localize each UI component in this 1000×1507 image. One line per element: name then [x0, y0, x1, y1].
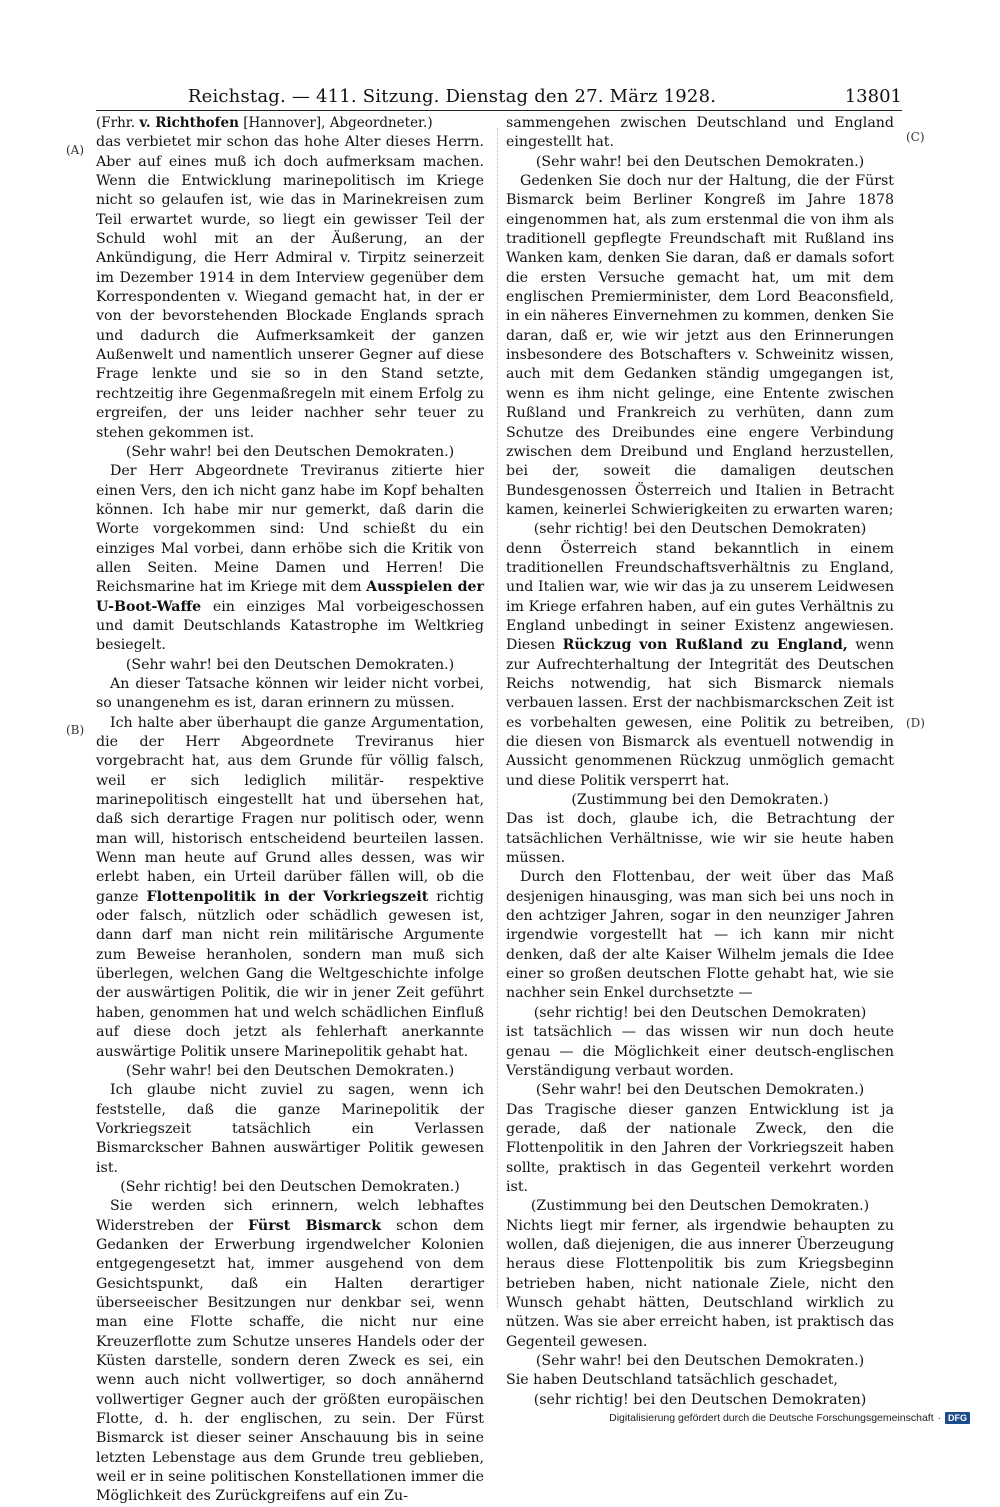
paragraph: Sie haben Deutschland tatsächlich geschadet,	[506, 1372, 838, 1389]
speaker-name: v. Richthofen	[139, 115, 239, 131]
right-column	[506, 114, 895, 1408]
paragraph: sammengehen zwischen Deutschland und England eingestellt hat.	[506, 115, 894, 151]
left-column	[96, 114, 485, 1505]
paragraph: Durch den Flottenbau, der weit über das Maß desjenigen hinausging, was man sich bei uns noch in den achtziger Jahren, sogar in den neunziger Jahren irgendwie vorgestellt hat — ich kann mir nicht denken, daß der alte Kaiser Wilhelm jemals die Idee einer so großen deutschen Flotte gehabt hat, wie sie nachher sein Enkel durchsetzte —	[506, 869, 894, 1002]
paragraph	[96, 714, 484, 1062]
interjection: (sehr richtig! bei den Deutschen Demokraten)	[533, 1391, 867, 1408]
interjection: (Zustimmung bei den Demokraten.)	[571, 792, 829, 809]
header-rule	[96, 110, 902, 111]
paragraph: Ich glaube nicht zuviel zu sagen, wenn ich feststelle, daß die ganze Marinepolitik der Vorkriegszeit tatsächlich ein Verlassen Bismarckscher Bahnen auswärtiger Politik gewesen ist.	[96, 1082, 484, 1176]
margin-marker-c: (C)	[906, 130, 925, 144]
paragraph-text: Ich halte aber überhaupt die ganze Argumentation, die der Herr Abgeordnete Treviranus hier vorgebracht hat, aus dem Grunde für völlig falsch, weil er sich lediglich militär- respektive marinepolitisch eingestellt hat und übersehen hat, daß sich derartige Fragen nur politisch oder, wenn man will, historisch entscheidend beurteilen lassen. Wenn man heute auf Grund alles dessen, was wir erlebt haben, ein Urteil darüber fällen will, ob die ganze	[96, 714, 484, 905]
page-header	[92, 86, 902, 112]
speaker-line	[96, 114, 484, 133]
footer-credit	[609, 1412, 970, 1424]
paragraph-text: ein einziges Mal vorbeigeschossen und damit Deutschlands Katastrophe im Weltkrieg besiegelt.	[96, 598, 484, 654]
page-number: 13801	[844, 86, 902, 107]
margin-marker-d: (D)	[906, 716, 925, 730]
paragraph: Das ist doch, glaube ich, die Betrachtung der tatsächlichen Verhältnisse, wie wir sie heute haben müssen.	[506, 811, 894, 867]
speaker-suffix: [Hannover], Abgeordneter.)	[243, 115, 433, 131]
interjection: (sehr richtig! bei den Deutschen Demokraten)	[533, 521, 867, 538]
emphasis-text: Rückzug von Rußland zu England,	[562, 637, 848, 654]
interjection: (Sehr wahr! bei den Deutschen Demokraten.)	[535, 1082, 865, 1099]
speaker-prefix: (Frhr.	[96, 115, 136, 131]
margin-marker-a: (A)	[66, 143, 85, 157]
paragraph-text: schon dem Gedanken der Erwerbung irgendwelcher Kolonien entgegengesetzt hat, immer ausgehend von dem Gesichtspunkt, daß ein Halten derartiger überseeischer Besitzungen nur denkbar sei, wenn man eine Flotte schaffe, die nicht nur eine Kreuzerflotte zum Schutze unseres Handels oder der Küsten darstelle, sondern deren Zweck es sei, ein wenn auch nicht vollwertiger, so doch annähernd vollwertiger Gegner auch der größten europäischen Flotte, d. h. der englischen, zu sein. Der Fürst Bismarck ist dieser seiner Anschauung bis in seine letzten Lebenstage aus dem Grunde treu geblieben, weil er in seine politischen Konstellationen immer die Möglichkeit des Zurückgreifens auf ein Zu-	[96, 1217, 484, 1505]
paragraph-text: Der Herr Abgeordnete Treviranus zitierte hier einen Vers, den ich nicht ganz habe im Kopf behalten können. Ich habe mir nur gemerkt, daß darin die Worte vorgekommen sind: Und schießt du ein einziges Mal vorbei, dann erhöbe sich die Kritik von allen Seiten. Meine Damen und Herren! Die Reichsmarine hat im Kriege mit dem	[96, 463, 484, 596]
interjection: (Sehr wahr! bei den Deutschen Demokraten.)	[125, 443, 455, 460]
paragraph: das verbietet mir schon das hohe Alter dieses Herrn. Aber auf eines muß ich doch aufmerksam machen. Wenn die Entwicklung marinepolitisch im Kriege nicht so gelaufen ist, wie das in Marinekreisen zum Teil erwartet wurde, so liegt ein gewisser Teil der Schuld wohl mit an der Äußerung, an der Ankündigung, die Herr Admiral v. Tirpitz seinerzeit im Dezember 1914 in dem Interview gegenüber dem Korrespondenten v. Wiegand gemacht hat, in der er von der bevorstehenden Blockade Englands sprach und dadurch die Aufmerksamkeit der ganzen Außenwelt und namentlich unserer Gegner auf diese Frage lenkte und sie so in den Stand setzte, rechtzeitig ihre Gegenmaßregeln mit einem Erfolg zu ergreifen, der uns leider nachher sehr teuer zu stehen gekommen ist.	[96, 134, 484, 441]
paragraph: Gedenken Sie doch nur der Haltung, die der Fürst Bismarck beim Berliner Kongreß im Jahre 1878 eingenommen hat, als zum erstenmal die von ihm als traditionell gepflegte Freundschaft mit Rußland ins Wanken kam, denken Sie daran, daß er damals sofort die ersten Versuche gemacht hat, um mit dem englischen Premierminister, dem Lord Beaconsfield, in ein näheres Einvernehmen zu kommen, denken Sie daran, daß er, wie wir jetzt aus den Erinnerungen insbesondere des Botschafters v. Schweinitz wissen, auch mit dem Gedanken ständig umgegangen ist, wenn es ihm nicht gelinge, eine Entente zwischen Rußland und Frankreich zu verhüten, dann zum Schutze des Dreibundes eine engere Verbindung zwischen dem Dreibund und England herzustellen, bei der, soweit die damaligen deutschen Bundesgenossen Österreich und Italien in Betracht kamen, keinerlei Schwierigkeiten zu erwarten waren;	[506, 173, 894, 518]
column-divider	[497, 128, 498, 1308]
interjection: (Sehr wahr! bei den Deutschen Demokraten.)	[125, 1062, 455, 1079]
margin-marker-b: (B)	[66, 723, 85, 737]
dfg-logo: DFG	[945, 1412, 970, 1424]
interjection: (Zustimmung bei den Deutschen Demokraten.)	[530, 1198, 870, 1215]
paragraph: An dieser Tatsache können wir leider nicht vorbei, so unangenehm es ist, daran erinnern zu müssen.	[96, 675, 484, 712]
interjection: (Sehr wahr! bei den Deutschen Demokraten.)	[125, 656, 455, 673]
interjection: (Sehr wahr! bei den Deutschen Demokraten.)	[535, 1353, 865, 1369]
paragraph: Das Tragische dieser ganzen Entwicklung ist ja gerade, daß der nationale Zweck, den die Flottenpolitik in den Jahren der Vorkriegszeit haben sollte, praktisch in das Gegenteil verkehrt worden ist.	[506, 1101, 894, 1195]
paragraph-text: richtig oder falsch, nützlich oder schädlich gewesen ist, dann darf man nicht rein militärische Argumente zum Beweise heranholen, sondern man muß sich überlegen, welchen Gang die Weltgeschichte infolge der auswärtigen Politik, die wir in jener Zeit geführt haben, genommen hat und welch schädlichen Einfluß auf diese doch jetzt als fehlerhaft anerkannte auswärtige Politik unsere Marinepolitik gehabt hat.	[96, 888, 484, 1060]
interjection: (Sehr richtig! bei den Deutschen Demokraten.)	[120, 1178, 460, 1195]
paragraph-text: wenn zur Aufrechterhaltung der Integrität des Deutschen Reichs notwendig, hat sich Bismarck niemals verbauen lassen. Erst der nachbismarckschen Zeit ist es vorbehalten gewesen, eine Politik zu betreiben, die diesen von Bismarck als eventuell notwendig in Aussicht genommenen Rückzug unmöglich gemacht und diese Politik versperrt hat.	[506, 637, 895, 789]
interjection: (sehr richtig! bei den Deutschen Demokraten)	[533, 1004, 867, 1021]
paragraph-text: Sie werden sich erinnern, welch lebhaftes Widerstreben der	[96, 1198, 484, 1234]
footer-credit-text: Digitalisierung gefördert durch die Deutsche Forschungsgemeinschaft	[609, 1412, 934, 1424]
paragraph-text: denn Österreich stand bekanntlich in einem traditionellen Freundschaftsverhältnis zu England, und Italien war, wie wir das ja zu unserem Leidwesen im Kriege erfahren haben, auf ein gutes Verhältnis zu England unbedingt in seiner Existenz angewiesen. Diesen	[506, 540, 894, 654]
interjection: (Sehr wahr! bei den Deutschen Demokraten.)	[535, 153, 865, 170]
emphasis-text: Ausspielen der U-Boot-Waffe	[96, 579, 485, 615]
paragraph: Nichts liegt mir ferner, als irgendwie behaupten zu wollen, daß diejenigen, die aus innerer Überzeugung heraus diese Flottenpolitik bis zum Kriegsbeginn betrieben haben, nicht nationale Ziele, nicht den Wunsch gehabt hätten, Deutschland wirklich zu nützen. Was sie aber erreicht haben, ist praktisch das Gegenteil gewesen.	[506, 1217, 894, 1350]
separator-dot: ·	[937, 1412, 941, 1424]
paragraph	[506, 540, 894, 791]
emphasis-text: Flottenpolitik in der Vorkriegszeit	[146, 888, 429, 905]
paragraph: ist tatsächlich — das wissen wir nun doch heute genau — die Möglichkeit einer deutsch-englischen Verständigung verbaut worden.	[506, 1024, 894, 1079]
paragraph	[96, 462, 484, 655]
header-title: Reichstag. — 411. Sitzung. Dienstag den 27. März 1928.	[187, 86, 717, 107]
paragraph	[96, 1197, 484, 1507]
emphasis-text: Fürst Bismarck	[248, 1217, 382, 1234]
